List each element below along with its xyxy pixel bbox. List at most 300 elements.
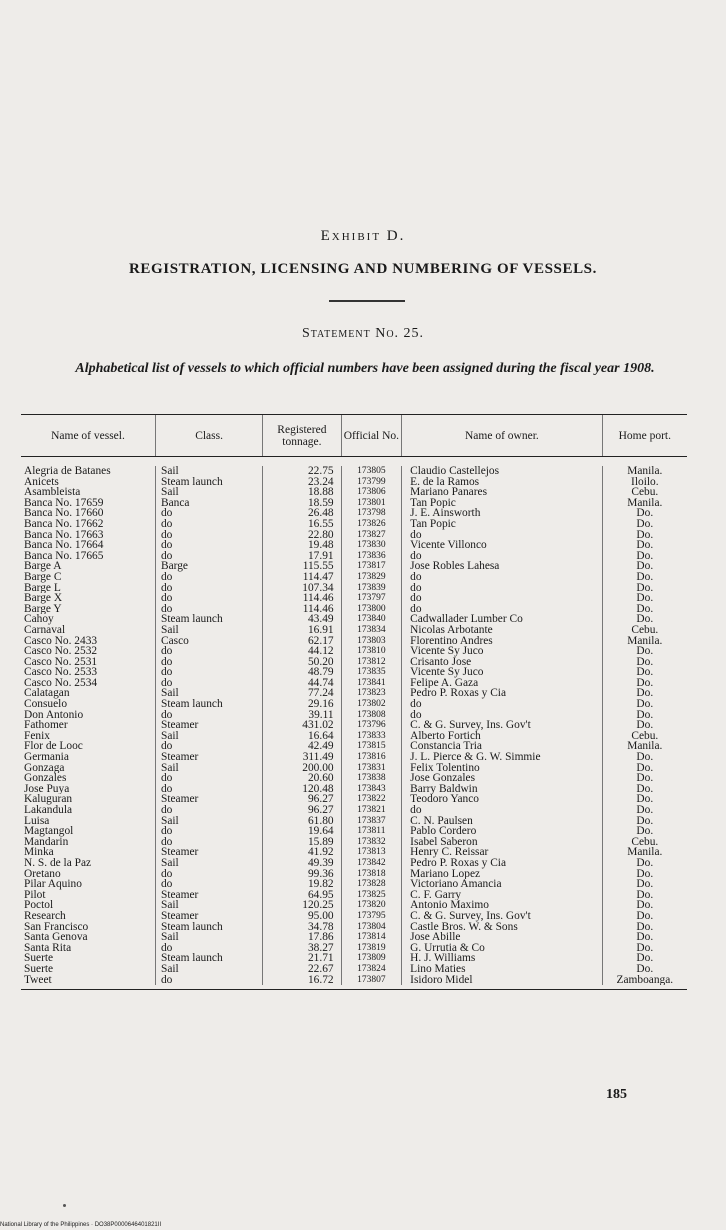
tonnage-cell: 22.75 [307,466,334,477]
tonnage-cell: 16.64 [307,730,334,742]
tonnage-cell: 15.89 [307,836,334,848]
vessel-name-cell: Poctol [24,900,54,911]
class-cell: do [160,646,173,657]
vessel-name-cell: Carnaval [24,624,66,636]
class-cell: do [160,974,173,986]
vessel-name-cell: Gonzaga [24,762,65,774]
home-port-cell: Do. [636,529,654,541]
class-cell: Sail [160,730,179,742]
vessel-name-cell: Minka [24,847,54,858]
tonnage-cell: 22.67 [307,963,334,975]
home-port-cell: Do. [636,868,654,880]
home-port-cell: Do. [636,508,654,519]
tonnage-cell: 115.55 [302,561,334,572]
owner-cell: Vicente Sy Juco [410,646,484,657]
home-port-cell: Manila. [627,847,663,858]
owner-cell: do [410,603,422,615]
home-port-cell: Do. [636,593,654,604]
tonnage-cell: 96.27 [307,805,334,816]
official-no-cell: 173840 [357,614,386,625]
home-port-cell: Do. [636,518,654,530]
owner-cell: Crisanto Jose [410,656,472,668]
vessel-name-cell: Barge L [24,582,61,594]
home-port-cell: Manila. [627,635,663,647]
tonnage-cell: 200.00 [302,762,334,774]
home-port-cell: Do. [636,582,654,594]
owner-cell: Pablo Cordero [410,826,477,837]
tonnage-cell: 431.02 [302,720,334,731]
page-heading: REGISTRATION, LICENSING AND NUMBERING OF VESSELS. [129,261,597,277]
class-cell: Sail [160,466,179,477]
official-no-cell: 173822 [357,794,386,805]
vessel-name-cell: Consuelo [24,699,68,710]
owner-cell: C. & G. Survey, Ins. Gov't [410,910,531,922]
vessel-name-cell: Suerte [24,953,54,964]
vessel-name-cell: Alegria de Batanes [24,466,111,477]
owner-cell: J. E. Ainsworth [410,508,481,519]
owner-cell: do [410,709,422,721]
class-cell: Steam launch [160,699,223,710]
home-port-cell: Do. [636,614,654,625]
vessel-name-cell: Barge X [24,593,63,604]
official-no-cell: 173806 [357,487,386,498]
official-no-cell: 173839 [357,582,386,593]
vessel-name-cell: Cahoy [24,614,54,625]
tonnage-cell: 114.46 [302,603,334,615]
page-number: 185 [606,1087,627,1102]
owner-cell: Henry C. Reissar [410,847,489,858]
owner-cell: Tan Popic [410,497,456,509]
official-no-cell: 173818 [357,868,386,879]
official-no-cell: 173802 [357,699,386,710]
owner-cell: Vicente Villonco [410,540,487,551]
class-cell: do [160,677,173,689]
class-cell: do [160,942,173,954]
vessel-name-cell: Magtangol [24,826,74,837]
tonnage-cell: 19.82 [307,879,334,890]
tonnage-cell: 64.95 [307,889,334,901]
owner-cell: Teodoro Yanco [410,794,479,805]
owner-cell: Jose Robles Lahesa [410,561,500,572]
owner-cell: Jose Abille [410,932,461,943]
vessel-name-cell: Banca No. 17662 [24,518,104,530]
vessel-name-cell: Research [24,910,66,922]
owner-cell: Jose Gonzales [410,773,476,784]
owner-cell: do [410,593,422,604]
table-header [21,415,687,457]
official-no-cell: 173819 [357,942,386,953]
vessel-name-cell: Barge C [24,571,62,583]
tonnage-cell: 48.79 [307,667,334,678]
vessel-name-cell: Calatagan [24,688,70,700]
tonnage-cell: 44.12 [307,646,334,657]
home-port-cell: Do. [636,762,654,774]
official-no-cell: 173803 [357,635,386,646]
home-port-cell: Cebu. [631,624,659,636]
official-no-cell: 173797 [357,593,386,604]
home-port-cell: Do. [636,603,654,615]
owner-cell: do [410,550,422,562]
vessels-table [21,414,687,990]
home-port-cell: Cebu. [631,487,659,498]
vessel-name-cell: Barge A [24,561,62,572]
class-cell: Sail [160,688,179,700]
class-cell: do [160,773,173,784]
official-no-cell: 173812 [357,656,386,667]
tonnage-cell: 41.92 [307,847,334,858]
official-no-cell: 173811 [357,826,386,837]
home-port-cell: Do. [636,942,654,954]
home-port-cell: Do. [636,677,654,689]
official-no-cell: 173796 [357,720,386,731]
owner-cell: Florentino Andres [410,635,493,647]
tonnage-cell: 19.64 [307,826,334,837]
official-no-cell: 173799 [357,476,386,487]
owner-cell: do [410,582,422,594]
scan-footer: National Library of the Philippines · DO38P0000646401821II [0,1222,162,1228]
class-cell: Steamer [160,794,199,805]
official-no-cell: 173826 [357,518,386,529]
home-port-cell: Zamboanga. [616,974,674,986]
vessel-name-cell: Fathomer [24,720,68,731]
home-port-cell: Do. [636,773,654,784]
owner-cell: C. F. Garry [410,889,462,901]
class-cell: do [160,741,173,753]
vessel-name-cell: Casco No. 2534 [24,677,98,689]
home-port-cell: Do. [636,540,654,551]
column-official-no [342,466,403,985]
class-cell: do [160,593,173,604]
home-port-cell: Manila. [627,466,663,477]
home-port-cell: Do. [636,783,654,795]
statement-label: Statement No. 25. [301,326,425,341]
home-port-cell: Do. [636,910,654,922]
official-no-cell: 173814 [357,932,386,943]
class-cell: Steam launch [160,476,223,488]
tonnage-cell: 107.34 [302,582,334,594]
class-cell: do [160,826,173,837]
owner-cell: Felix Tolentino [410,762,480,774]
official-no-cell: 173823 [357,688,386,699]
official-no-cell: 173807 [357,974,386,985]
owner-cell: Isabel Saberon [410,836,478,848]
owner-cell: Victoriano Amancia [410,879,502,890]
tonnage-cell: 50.20 [307,656,334,668]
home-port-cell: Do. [636,879,654,890]
vessel-name-cell: Santa Rita [24,942,72,954]
class-cell: do [160,709,173,721]
tonnage-cell: 61.80 [307,815,334,827]
owner-cell: Constancia Tria [410,741,482,753]
home-port-cell: Do. [636,932,654,943]
class-cell: do [160,656,173,668]
class-cell: Steamer [160,889,199,901]
owner-cell: Cadwallader Lumber Co [410,614,523,625]
vessel-name-cell: Gonzales [24,773,67,784]
owner-cell: Alberto Fortich [410,730,481,742]
class-cell: Sail [160,815,179,827]
tonnage-cell: 23.24 [307,476,334,488]
vessel-name-cell: Banca No. 17663 [24,529,104,541]
tonnage-cell: 43.49 [307,614,334,625]
tonnage-cell: 62.17 [307,635,334,647]
home-port-cell: Do. [636,571,654,583]
class-cell: do [160,582,173,594]
owner-cell: J. L. Pierce & G. W. Simmie [410,752,541,763]
vessel-name-cell: Banca No. 17659 [24,497,104,509]
class-cell: Steam launch [160,953,223,964]
header-tonnage: Registered tonnage. [263,415,341,456]
official-no-cell: 173809 [357,953,386,964]
class-cell: Sail [160,762,179,774]
tonnage-cell: 20.60 [307,773,334,784]
official-no-cell: 173841 [357,677,386,688]
tonnage-cell: 120.25 [302,900,334,911]
home-port-cell: Do. [636,953,654,964]
official-no-cell: 173800 [357,603,386,614]
tonnage-cell: 29.16 [307,699,334,710]
home-port-cell: Do. [636,656,654,668]
tonnage-cell: 16.55 [307,518,334,530]
owner-cell: Claudio Castellejos [410,466,500,477]
class-cell: Sail [160,624,179,636]
class-cell: Sail [160,900,179,911]
official-no-cell: 173816 [357,752,386,763]
tonnage-cell: 26.48 [307,508,334,519]
official-no-cell: 173801 [357,497,386,508]
home-port-cell: Iloilo. [631,476,659,488]
tonnage-cell: 49.39 [307,857,334,869]
official-no-cell: 173821 [357,805,386,815]
owner-cell: Isidoro Midel [410,974,473,986]
owner-cell: Lino Maties [410,963,466,975]
scan-speck [63,1204,66,1207]
tonnage-cell: 34.78 [307,921,334,933]
owner-cell: Felipe A. Gaza [410,677,479,689]
tonnage-cell: 39.11 [308,709,334,721]
official-no-cell: 173813 [357,847,386,858]
home-port-cell: Do. [636,889,654,901]
vessel-name-cell: Casco No. 2531 [24,656,98,668]
vessel-name-cell: Banca No. 17660 [24,508,104,519]
owner-cell: do [410,529,422,541]
owner-cell: do [410,805,422,816]
class-cell: Sail [160,487,179,498]
official-no-cell: 173834 [357,624,386,635]
vessel-name-cell: Don Antonio [24,709,84,721]
owner-cell: Nicolas Arbotante [410,624,493,636]
header-home-port: Home port. [618,429,672,442]
vessel-name-cell: Oretano [24,868,61,880]
tonnage-cell: 120.48 [302,783,334,795]
home-port-cell: Cebu. [631,836,659,848]
official-no-cell: 173817 [357,561,386,572]
official-no-cell: 173836 [357,550,386,561]
home-port-cell: Do. [636,805,654,816]
vessel-name-cell: Casco No. 2533 [24,667,98,678]
column-home-port [603,466,687,985]
vessel-name-cell: Santa Genova [24,932,88,943]
home-port-cell: Do. [636,699,654,710]
home-port-cell: Do. [636,667,654,678]
tonnage-cell: 21.71 [307,953,334,964]
tonnage-cell: 17.86 [307,932,334,943]
official-no-cell: 173837 [357,815,386,826]
column-class [156,466,263,985]
tonnage-cell: 17.91 [307,550,334,562]
class-cell: do [160,836,173,848]
tonnage-cell: 16.91 [307,624,334,636]
home-port-cell: Do. [636,857,654,869]
official-no-cell: 173824 [357,963,386,974]
class-cell: Steamer [160,752,199,763]
tonnage-cell: 19.48 [307,540,334,551]
owner-cell: Mariano Panares [410,487,488,498]
home-port-cell: Do. [636,826,654,837]
class-cell: Steamer [160,847,199,858]
vessel-name-cell: Suerte [24,963,54,975]
owner-cell: do [410,699,422,710]
home-port-cell: Manila. [627,497,663,509]
tonnage-cell: 95.00 [307,910,334,922]
official-no-cell: 173804 [357,921,386,932]
home-port-cell: Do. [636,815,654,827]
vessel-name-cell: Barge Y [24,603,62,615]
official-no-cell: 173798 [357,508,386,519]
home-port-cell: Do. [636,794,654,805]
owner-cell: Barry Baldwin [410,783,478,795]
home-port-cell: Do. [636,900,654,911]
home-port-cell: Do. [636,646,654,657]
tonnage-cell: 42.49 [307,741,334,753]
header-official-no: Official No. [342,415,403,456]
official-no-cell: 173808 [357,709,386,720]
owner-cell: Pedro P. Roxas y Cia [410,857,507,869]
owner-cell: Tan Popic [410,518,456,530]
table-subtitle: Alphabetical list of vessels to which official numbers have been assigned during the fiscal year 1908. [75,361,655,376]
tonnage-cell: 38.27 [307,942,334,954]
class-cell: do [160,783,173,795]
official-no-cell: 173830 [357,540,386,551]
vessel-name-cell: Kaluguran [24,794,73,805]
owner-cell: G. Urrutia & Co [410,942,485,954]
home-port-cell: Do. [636,963,654,975]
vessel-name-cell: Lakandula [24,805,73,816]
class-cell: Sail [160,963,179,975]
owner-cell: C. & G. Survey, Ins. Gov't [410,720,531,731]
table-body [21,457,687,989]
owner-cell: Vicente Sy Juco [410,667,484,678]
exhibit-label: Exhibit D. [320,228,406,244]
vessel-name-cell: Flor de Looc [24,741,83,753]
official-no-cell: 173828 [357,879,386,890]
tonnage-cell: 114.47 [302,571,334,583]
header-class: Class. [156,415,263,456]
tonnage-cell: 18.88 [307,487,334,498]
class-cell: Steamer [160,910,199,922]
class-cell: do [160,508,173,519]
class-cell: do [160,805,173,816]
official-no-cell: 173827 [357,529,386,540]
class-cell: do [160,879,173,890]
class-cell: do [160,518,173,530]
official-no-cell: 173832 [357,836,386,847]
owner-cell: Mariano Lopez [410,868,481,880]
tonnage-cell: 99.36 [307,868,334,880]
header-owner: Name of owner. [402,415,602,456]
home-port-cell: Do. [636,550,654,562]
class-cell: Sail [160,932,179,943]
vessel-name-cell: Banca No. 17665 [24,550,104,562]
tonnage-cell: 22.80 [307,529,334,541]
class-cell: Steam launch [160,614,223,625]
column-vessel-name [21,466,156,985]
home-port-cell: Do. [636,709,654,721]
home-port-cell: Cebu. [631,730,659,742]
home-port-cell: Manila. [627,741,663,753]
owner-cell: Pedro P. Roxas y Cia [410,688,507,700]
class-cell: do [160,540,173,551]
class-cell: Steam launch [160,921,223,933]
column-owner [402,466,602,985]
owner-cell: Antonio Maximo [410,900,489,911]
header-vessel-name: Name of vessel. [21,415,156,456]
official-no-cell: 173815 [357,741,386,752]
home-port-cell: Do. [636,720,654,731]
vessel-name-cell: Casco No. 2532 [24,646,98,657]
owner-cell: H. J. Williams [410,953,476,964]
owner-cell: Castle Bros. W. & Sons [410,921,518,933]
tonnage-cell: 16.72 [307,974,334,986]
vessel-name-cell: Jose Puya [24,783,70,795]
heading-divider [329,300,405,302]
owner-cell: do [410,571,422,583]
class-cell: do [160,571,173,583]
official-no-cell: 173805 [357,466,386,476]
class-cell: Steamer [160,720,199,731]
official-no-cell: 173829 [357,571,386,582]
home-port-cell: Do. [636,561,654,572]
class-cell: do [160,667,173,678]
class-cell: Casco [160,635,189,647]
official-no-cell: 173838 [357,773,386,784]
vessel-name-cell: Asambleista [24,487,81,498]
vessel-name-cell: Germania [24,752,69,763]
vessel-name-cell: Banca No. 17664 [24,540,104,551]
vessel-name-cell: Mandarin [24,836,69,848]
official-no-cell: 173842 [357,857,386,868]
home-port-cell: Do. [636,688,654,700]
home-port-cell: Do. [636,921,654,933]
class-cell: do [160,868,173,880]
tonnage-cell: 114.46 [302,593,334,604]
owner-cell: E. de la Ramos [410,476,480,488]
official-no-cell: 173810 [357,646,386,657]
official-no-cell: 173820 [357,900,386,911]
official-no-cell: 173795 [357,910,386,921]
vessel-name-cell: N. S. de la Paz [24,857,92,869]
official-no-cell: 173833 [357,730,386,741]
official-no-cell: 173825 [357,889,386,900]
tonnage-cell: 311.49 [302,752,334,763]
tonnage-cell: 18.59 [307,497,334,509]
tonnage-cell: 96.27 [307,794,334,805]
column-tonnage [263,466,341,985]
class-cell: do [160,529,173,541]
tonnage-cell: 44.74 [307,677,334,689]
vessel-name-cell: Anicets [24,476,59,488]
vessel-name-cell: Casco No. 2433 [24,635,98,647]
